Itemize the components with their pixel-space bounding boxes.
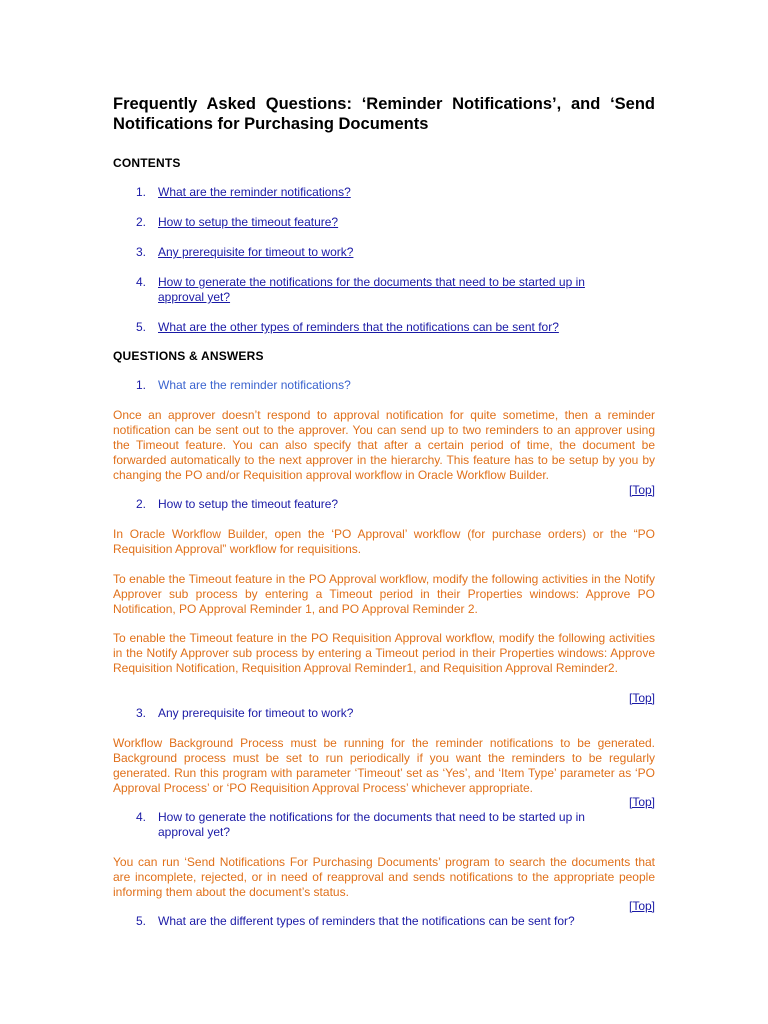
toc-number: 2. [136, 215, 147, 229]
toc-item [136, 185, 616, 200]
question-2 [136, 497, 616, 512]
question-3 [136, 706, 616, 721]
toc-link-reminder-notifications[interactable]: What are the reminder notifications? [158, 185, 351, 199]
toc-number: 1. [136, 185, 147, 199]
contents-heading: CONTENTS [113, 156, 181, 170]
answer-1: Once an approver doesn’t respond to approval notification for quite sometime, then a reminder notification can be sent out to the approver. You can send up to two reminders to an approver using the Timeout feature. You can also specify that after a certain period of time, the document be forwarded automatically to the next approver in the hierarchy. This feature has to be setup by you by changing the PO and/or Requisition approval workflow in Oracle Workflow Builder. [113, 408, 655, 482]
answer-2-paragraph-2: To enable the Timeout feature in the PO Approval workflow, modify the following activities in the Notify Approver sub process by entering a Timeout period in their Properties windows: Approve PO Notification, PO Approval Reminder 1, and PO Approval Reminder 2. [113, 572, 655, 616]
toc-number: 4. [136, 275, 147, 289]
page-title: Frequently Asked Questions: ‘Reminder Notifications’, and ‘Send Notifications for Purchasing Documents [113, 95, 655, 133]
toc-link-generate-notifications[interactable]: How to generate the notifications for the documents that need to be started up in approval yet? [158, 275, 585, 304]
toc-item [136, 245, 616, 260]
question-number: 2. [136, 497, 147, 511]
question-5 [136, 914, 656, 929]
question-number: 3. [136, 706, 147, 720]
question-number: 1. [136, 378, 147, 392]
question-number: 4. [136, 810, 147, 824]
question-text: What are the reminder notifications? [158, 378, 351, 392]
toc-item [136, 275, 626, 305]
question-4 [136, 810, 626, 840]
top-link[interactable]: [Top] [628, 483, 655, 497]
toc-number: 5. [136, 320, 147, 334]
question-1 [136, 378, 616, 393]
question-text: How to setup the timeout feature? [158, 497, 339, 511]
toc-link-timeout-prerequisite[interactable]: Any prerequisite for timeout to work? [158, 245, 354, 259]
qa-heading: QUESTIONS & ANSWERS [113, 349, 264, 363]
answer-2-paragraph-3: To enable the Timeout feature in the PO Requisition Approval workflow, modify the following activities in the Notify Approver sub process by entering a Timeout period in their Properties windows: Approve Requisition Notification, Requisition Approval Reminder1, and Requisition Approval Reminder2. [113, 631, 655, 675]
question-text: Any prerequisite for timeout to work? [158, 706, 354, 720]
answer-2-paragraph-1: In Oracle Workflow Builder, open the ‘PO Approval’ workflow (for purchase orders) or the “PO Requisition Approval” workflow for requisitions. [113, 527, 655, 556]
toc-item [136, 320, 656, 335]
toc-number: 3. [136, 245, 147, 259]
top-link[interactable]: [Top] [628, 899, 655, 913]
toc-item [136, 215, 616, 230]
question-text: What are the different types of reminders that the notifications can be sent for? [158, 914, 575, 928]
answer-4: You can run ‘Send Notifications For Purchasing Documents’ program to search the documents that are incomplete, rejected, or in need of reapproval and sends notifications to the appropriate people informing them about the document’s status. [113, 855, 655, 899]
top-link[interactable]: [Top] [628, 795, 655, 809]
answer-3: Workflow Background Process must be running for the reminder notifications to be generated. Background process must be set to run periodically if you want the reminders to be regularly generated. Run this program with parameter ‘Timeout’ set as ‘Yes’, and ‘Item Type’ parameter as ‘PO Approval Process’ or ‘PO Requisition Approval Process’ whichever appropriate. [113, 736, 655, 795]
top-link[interactable]: [Top] [628, 691, 655, 705]
question-number: 5. [136, 914, 147, 928]
question-text: How to generate the notifications for the documents that need to be started up in approval yet? [158, 810, 585, 839]
toc-link-reminder-types[interactable]: What are the other types of reminders that the notifications can be sent for? [158, 320, 559, 334]
toc-link-timeout-setup[interactable]: How to setup the timeout feature? [158, 215, 339, 229]
